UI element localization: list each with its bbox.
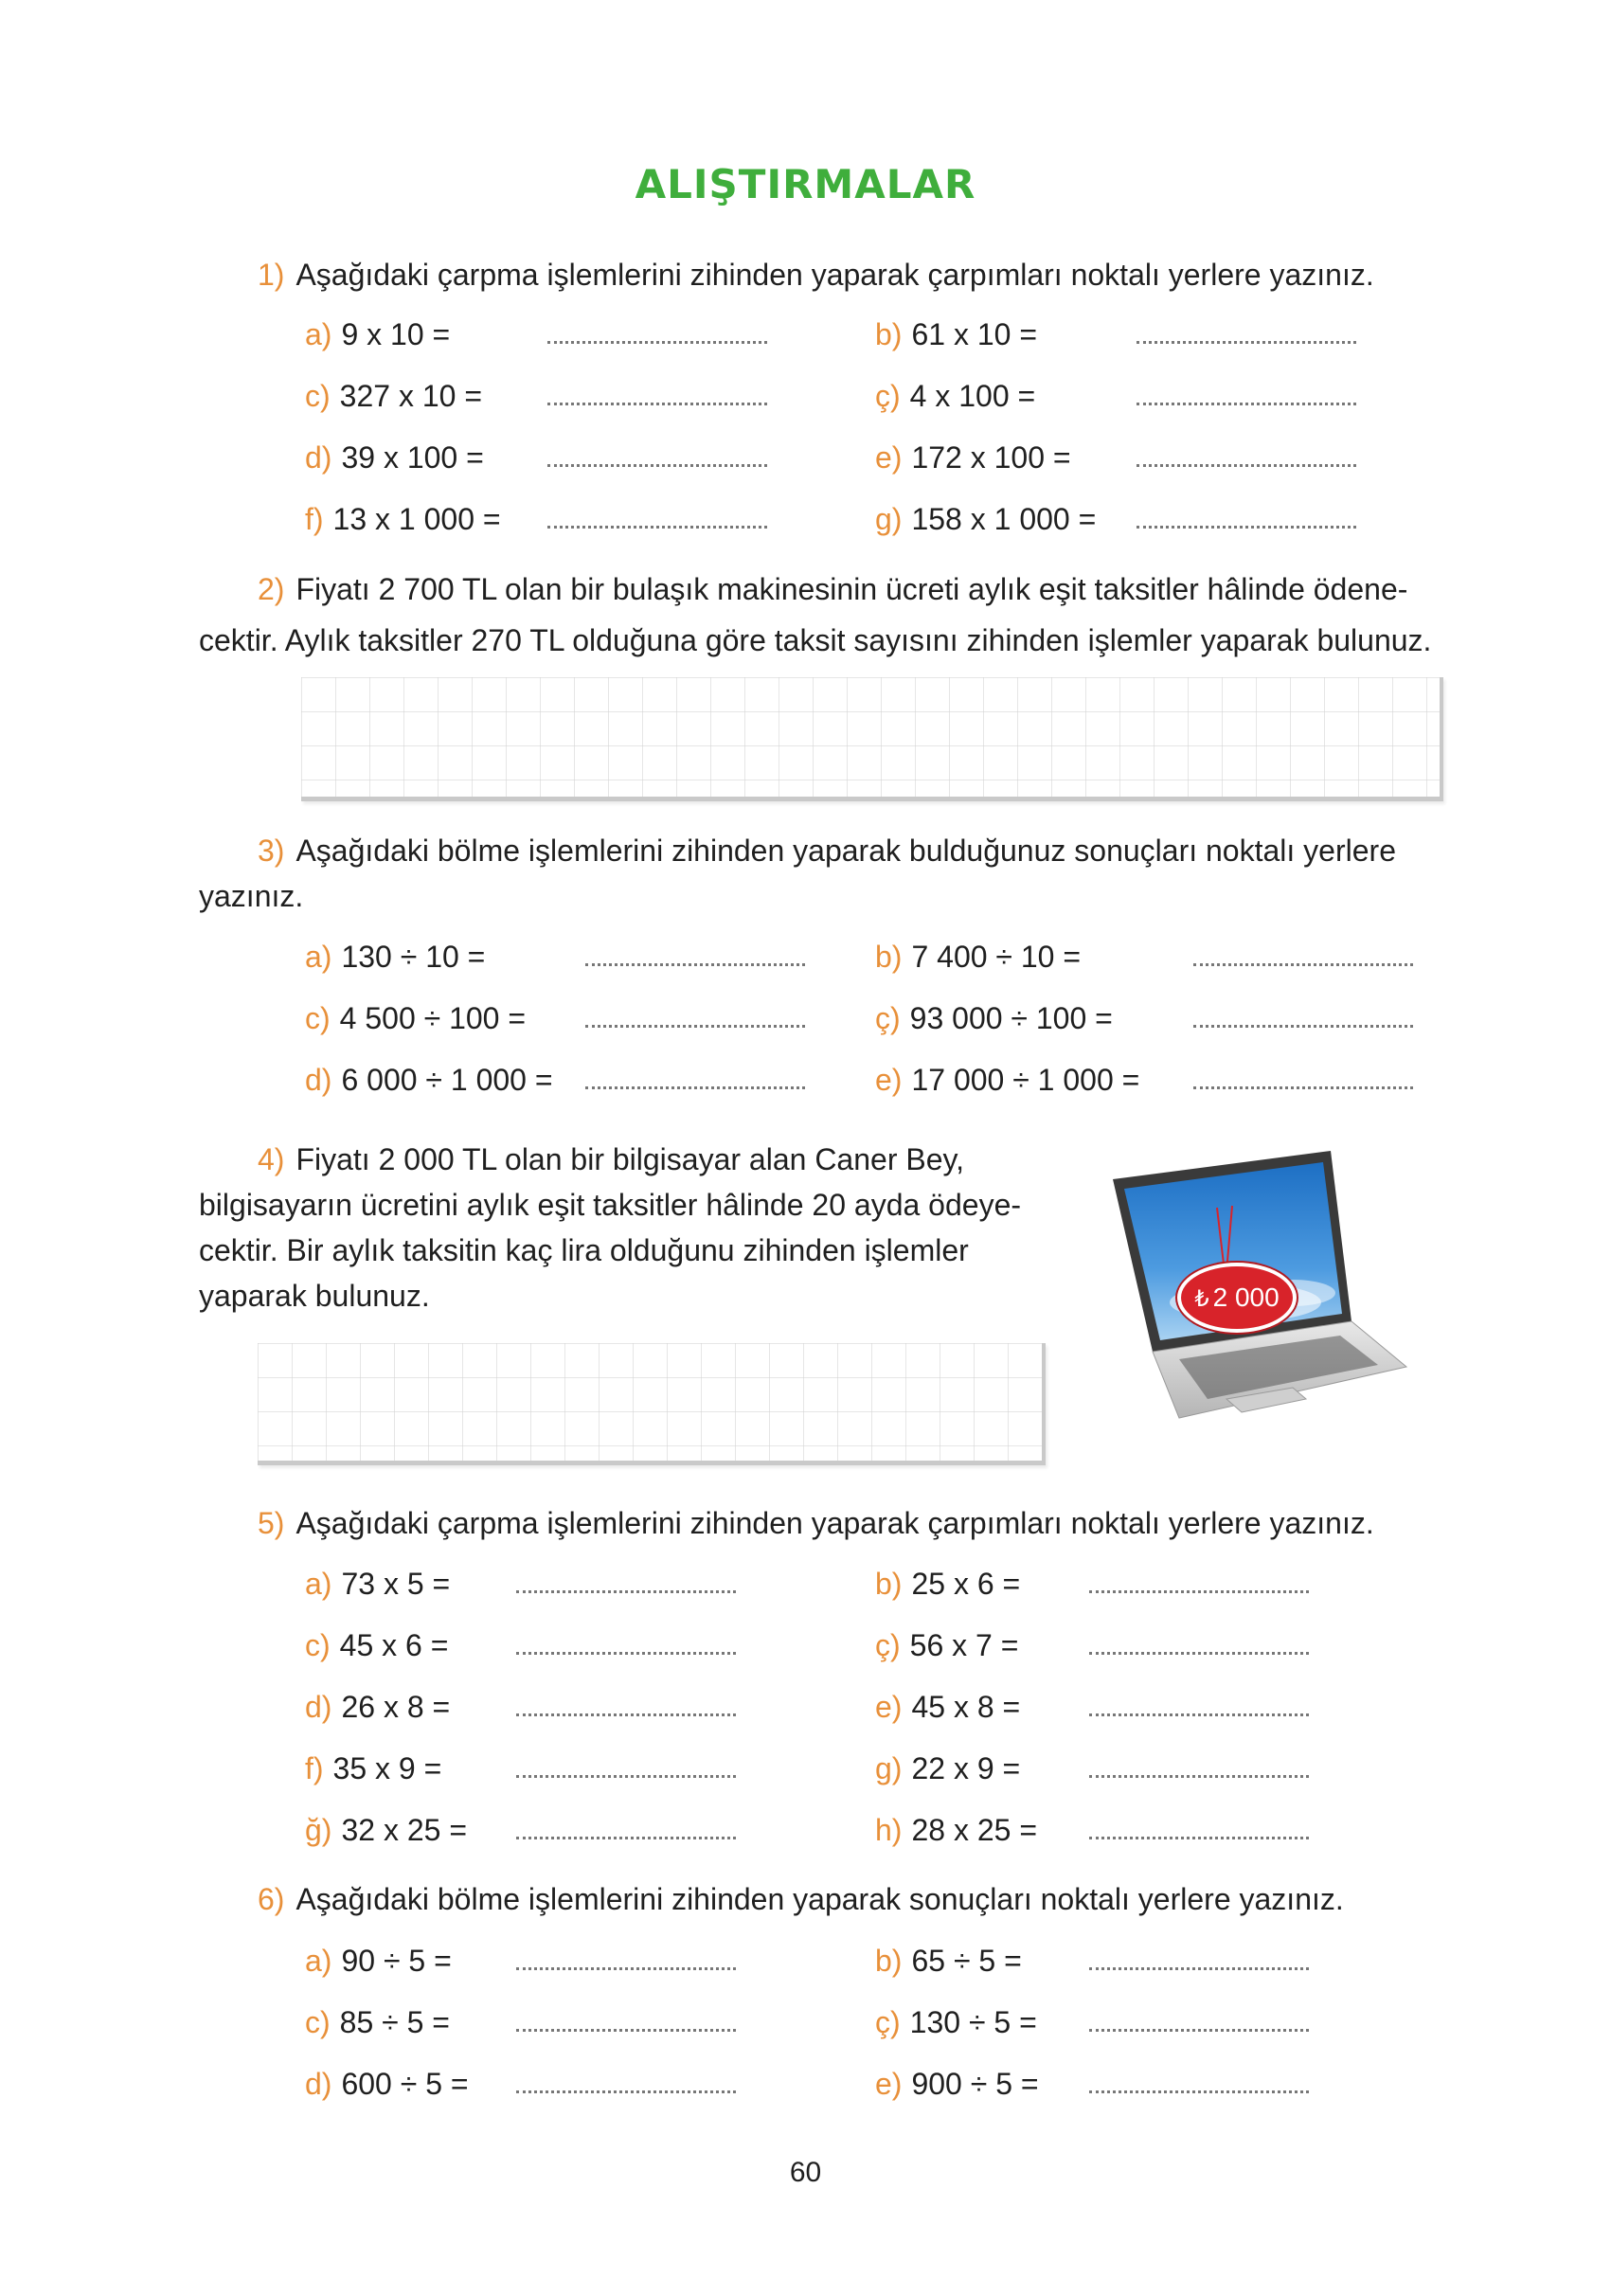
item-label: b) [875, 1567, 903, 1601]
answer-blank[interactable] [1193, 1023, 1413, 1028]
question-text: Aşağıdaki bölme işlemlerini zihinden yaparak sonuçları noktalı yerlere yazınız. [295, 1882, 1344, 1916]
item-label: d) [305, 440, 332, 475]
item-label: ç) [875, 1628, 901, 1662]
price-value: 2 000 [1212, 1283, 1280, 1312]
exercise-item [875, 999, 1113, 1037]
question-text-line: bilgisayarın ücretini aylık eşit taksitler hâlinde 20 ayda ödeye- [199, 1188, 1022, 1222]
exercise-item [305, 500, 501, 538]
answer-blank[interactable] [585, 1023, 805, 1028]
exercise-item [305, 439, 484, 476]
question-text-line: Fiyatı 2 000 TL olan bir bilgisayar alan Caner Bey, [295, 1142, 965, 1176]
question-number: 3) [258, 834, 285, 868]
item-expression: 93 000 ÷ 100 = [909, 1001, 1113, 1035]
item-label: f) [305, 1751, 324, 1785]
answer-blank[interactable] [516, 1773, 736, 1778]
question-text-line: Aşağıdaki bölme işlemlerini zihinden yaparak bulduğunuz sonuçları noktalı yerlere [295, 834, 1396, 868]
question-number: 5) [258, 1506, 285, 1540]
exercise-item [305, 1626, 448, 1664]
item-label: e) [875, 1063, 903, 1097]
answer-blank[interactable] [1089, 2027, 1309, 2032]
item-label: a) [305, 1567, 332, 1601]
item-expression: 32 x 25 = [341, 1813, 467, 1847]
exercise-item [305, 377, 482, 415]
item-label: d) [305, 2067, 332, 2101]
answer-blank[interactable] [1089, 1835, 1309, 1839]
item-label: ç) [875, 2005, 901, 2039]
laptop-illustration [1103, 1151, 1416, 1435]
exercise-item [875, 377, 1035, 415]
exercise-item [875, 1688, 1020, 1726]
question-6 [258, 1880, 1344, 1918]
page-title: ALIŞTIRMALAR [635, 161, 976, 207]
item-expression: 9 x 10 = [341, 317, 451, 351]
answer-blank[interactable] [516, 1835, 736, 1839]
item-expression: 45 x 6 = [339, 1628, 449, 1662]
question-number: 2) [258, 572, 285, 606]
exercise-item [305, 1688, 450, 1726]
exercise-item [875, 315, 1037, 353]
exercise-item [875, 938, 1081, 976]
question-2 [199, 570, 1449, 659]
exercise-item [305, 1811, 467, 1849]
item-expression: 172 x 100 = [911, 440, 1071, 475]
question-text: Aşağıdaki çarpma işlemlerini zihinden yaparak çarpımları noktalı yerlere yazınız. [295, 1506, 1374, 1540]
exercise-item [875, 2065, 1039, 2103]
item-label: e) [875, 2067, 903, 2101]
item-label: g) [875, 502, 903, 536]
item-label: ç) [875, 379, 901, 413]
answer-blank[interactable] [1137, 462, 1356, 467]
item-label: a) [305, 1944, 332, 1978]
item-label: f) [305, 502, 324, 536]
item-label: e) [875, 1690, 903, 1724]
item-expression: 6 000 ÷ 1 000 = [341, 1063, 553, 1097]
item-expression: 7 400 ÷ 10 = [911, 940, 1082, 974]
question-text-line: cektir. Bir aylık taksitin kaç lira olduğunu zihinden işlemler [199, 1233, 969, 1267]
item-expression: 90 ÷ 5 = [341, 1944, 452, 1978]
answer-blank[interactable] [516, 1650, 736, 1655]
item-label: g) [875, 1751, 903, 1785]
item-label: ğ) [305, 1813, 332, 1847]
item-label: c) [305, 2005, 331, 2039]
exercise-item [875, 1061, 1139, 1099]
answer-blank[interactable] [1089, 1650, 1309, 1655]
item-label: e) [875, 440, 903, 475]
item-label: c) [305, 1628, 331, 1662]
exercise-item [305, 2003, 450, 2041]
item-expression: 4 500 ÷ 100 = [339, 1001, 527, 1035]
exercise-item [305, 1942, 452, 1980]
exercise-item [875, 1565, 1020, 1603]
exercise-item [875, 2003, 1037, 2041]
answer-blank[interactable] [585, 1085, 805, 1089]
price-tag [1177, 1263, 1297, 1333]
answer-blank[interactable] [516, 2089, 736, 2093]
exercise-item [305, 315, 450, 353]
item-label: d) [305, 1063, 332, 1097]
item-expression: 4 x 100 = [909, 379, 1036, 413]
item-expression: 56 x 7 = [909, 1628, 1019, 1662]
answer-blank[interactable] [1089, 1965, 1309, 1970]
exercise-item [305, 999, 526, 1037]
item-expression: 65 ÷ 5 = [911, 1944, 1022, 1978]
answer-blank[interactable] [1193, 1085, 1413, 1089]
answer-blank[interactable] [1137, 339, 1356, 344]
exercise-item [305, 938, 485, 976]
item-expression: 45 x 8 = [911, 1690, 1021, 1724]
item-expression: 130 ÷ 5 = [909, 2005, 1037, 2039]
question-number: 1) [258, 258, 285, 292]
item-expression: 39 x 100 = [341, 440, 484, 475]
answer-blank[interactable] [516, 2027, 736, 2032]
answer-blank[interactable] [1089, 1588, 1309, 1593]
item-expression: 158 x 1 000 = [911, 502, 1097, 536]
item-label: b) [875, 317, 903, 351]
question-3 [199, 832, 1449, 915]
answer-box[interactable] [301, 677, 1443, 801]
question-4 [199, 1137, 1037, 1318]
exercise-item [875, 1749, 1020, 1787]
question-1 [258, 256, 1374, 294]
item-expression: 85 ÷ 5 = [339, 2005, 450, 2039]
exercise-item [305, 1061, 553, 1099]
page-number: 60 [789, 2157, 822, 2188]
question-5 [258, 1504, 1374, 1542]
exercise-item [305, 1565, 450, 1603]
item-label: ç) [875, 1001, 901, 1035]
answer-blank[interactable] [1089, 2089, 1309, 2093]
answer-blank[interactable] [1193, 961, 1413, 966]
item-expression: 22 x 9 = [911, 1751, 1021, 1785]
answer-grid [258, 1343, 1042, 1461]
item-expression: 13 x 1 000 = [332, 502, 501, 536]
answer-blank[interactable] [1137, 524, 1356, 529]
exercise-item [875, 1942, 1022, 1980]
answer-blank[interactable] [547, 401, 767, 405]
item-expression: 26 x 8 = [341, 1690, 451, 1724]
exercise-item [875, 500, 1096, 538]
answer-blank[interactable] [1089, 1773, 1309, 1778]
exercise-item [305, 2065, 469, 2103]
answer-blank[interactable] [547, 462, 767, 467]
answer-blank[interactable] [1137, 401, 1356, 405]
answer-blank[interactable] [516, 1712, 736, 1716]
question-text-line: cektir. Aylık taksitler 270 TL olduğuna göre taksit sayısını zihinden işlemler yaparak bulunuz. [199, 623, 1432, 657]
exercise-item [875, 1626, 1018, 1664]
item-label: d) [305, 1690, 332, 1724]
item-expression: 130 ÷ 10 = [341, 940, 486, 974]
answer-blank[interactable] [547, 339, 767, 344]
answer-blank[interactable] [516, 1965, 736, 1970]
item-expression: 600 ÷ 5 = [341, 2067, 469, 2101]
item-expression: 61 x 10 = [911, 317, 1037, 351]
question-text-line: Fiyatı 2 700 TL olan bir bulaşık makinesinin ücreti aylık eşit taksitler hâlinde ödene- [295, 572, 1408, 606]
item-label: a) [305, 940, 332, 974]
exercise-item [305, 1749, 441, 1787]
item-expression: 25 x 6 = [911, 1567, 1021, 1601]
item-expression: 327 x 10 = [339, 379, 482, 413]
answer-blank[interactable] [1089, 1712, 1309, 1716]
question-text-line: yaparak bulunuz. [199, 1279, 430, 1313]
exercise-item [875, 1811, 1037, 1849]
item-label: c) [305, 379, 331, 413]
item-label: b) [875, 940, 903, 974]
item-expression: 73 x 5 = [341, 1567, 451, 1601]
currency-symbol: ₺ [1194, 1286, 1209, 1312]
answer-grid [301, 677, 1440, 797]
answer-blank[interactable] [547, 524, 767, 529]
answer-box[interactable] [258, 1343, 1046, 1465]
answer-blank[interactable] [516, 1588, 736, 1593]
exercise-item [875, 439, 1071, 476]
answer-blank[interactable] [585, 961, 805, 966]
question-number: 4) [258, 1142, 285, 1176]
item-label: h) [875, 1813, 903, 1847]
item-expression: 28 x 25 = [911, 1813, 1037, 1847]
item-expression: 35 x 9 = [332, 1751, 442, 1785]
item-expression: 17 000 ÷ 1 000 = [911, 1063, 1140, 1097]
item-label: c) [305, 1001, 331, 1035]
item-label: a) [305, 317, 332, 351]
question-text: Aşağıdaki çarpma işlemlerini zihinden yaparak çarpımları noktalı yerlere yazınız. [295, 258, 1374, 292]
item-expression: 900 ÷ 5 = [911, 2067, 1039, 2101]
question-text-line: yazınız. [199, 879, 304, 913]
question-number: 6) [258, 1882, 285, 1916]
item-label: b) [875, 1944, 903, 1978]
